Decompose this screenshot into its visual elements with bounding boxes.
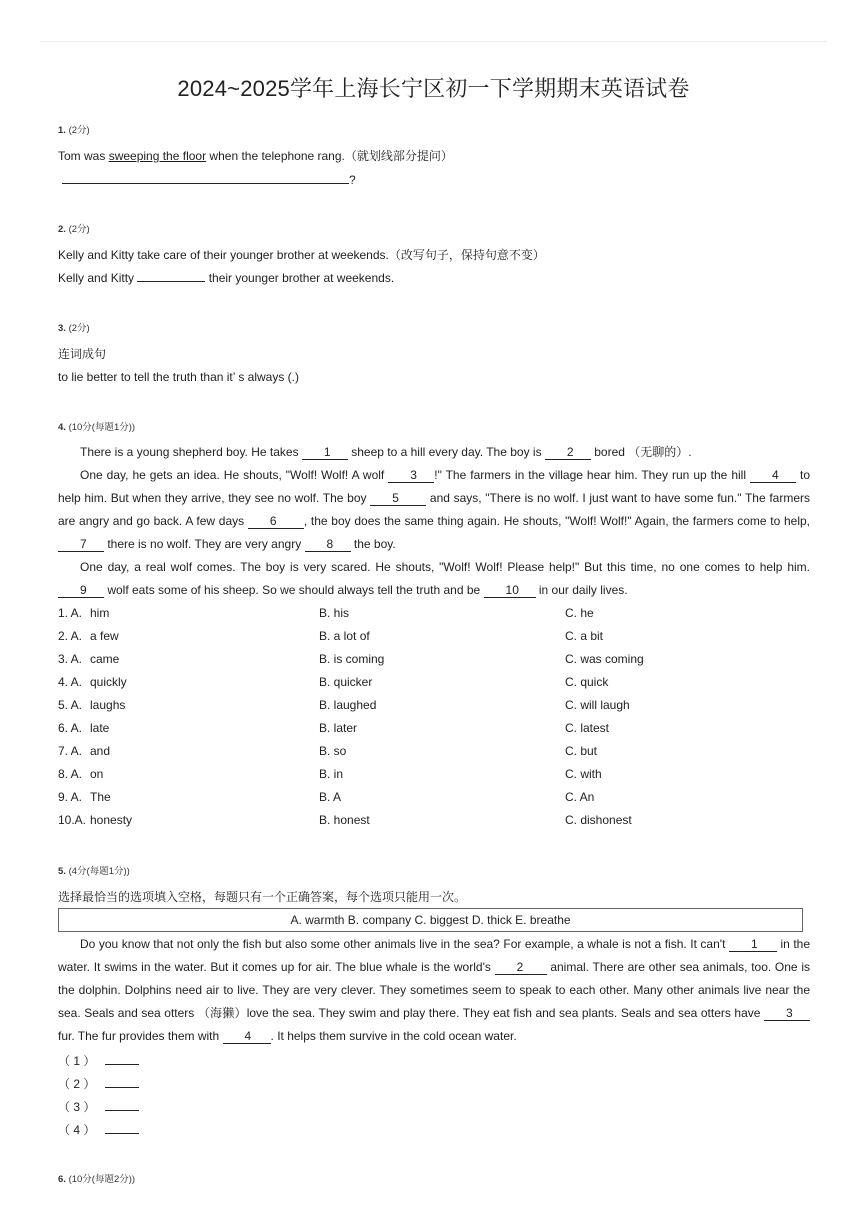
q4-blank-6[interactable]: 6 — [248, 514, 304, 529]
q4-option-number: 2. A. — [58, 629, 83, 643]
q2-line2-before: Kelly and Kitty — [58, 271, 138, 285]
q4-option-a[interactable]: him — [90, 606, 110, 620]
q2-line2 — [58, 270, 394, 286]
q5-blank-2[interactable]: 2 — [495, 960, 547, 975]
q6-number: 6. — [58, 1174, 66, 1185]
q5-answer-2[interactable] — [58, 1075, 139, 1092]
q4-option-c[interactable]: C. was coming — [565, 652, 644, 666]
q1-sentence — [58, 148, 453, 164]
q2-number: 2. — [58, 224, 66, 235]
q4-option-a[interactable]: laughs — [90, 698, 126, 712]
q1-question-mark: ? — [349, 173, 356, 187]
q4-option-c[interactable]: C. latest — [565, 721, 610, 735]
q4-blank-9[interactable]: 9 — [58, 583, 104, 598]
q1-score: (2分) — [68, 125, 90, 136]
q4-option-a[interactable]: and — [90, 744, 111, 758]
q4-option-b[interactable]: B. a lot of — [319, 629, 370, 643]
q5-score: (4分(每题1分)) — [68, 866, 130, 877]
q4-paragraph-1: There is a young shepherd boy. He takes 1 sheep to a hill every day. The boy is 2 bored （无聊的）. — [80, 445, 692, 459]
q2-line2-after: their younger brother at weekends. — [205, 271, 395, 285]
q4-option-row — [58, 602, 818, 625]
q4-option-row — [58, 740, 818, 763]
q4-blank-3[interactable]: 3 — [388, 468, 434, 483]
q5-instruction: 选择最恰当的选项填入空格，每题只有一个正确答案，每个选项只能用一次。 — [58, 890, 467, 904]
q4-option-a[interactable]: on — [90, 767, 104, 781]
q5-answer-1[interactable] — [58, 1052, 139, 1069]
q4-paragraph-2: One day, he gets an idea. He shouts, "Wolf! Wolf! A wolf 3 !" The farmers in the village hear him. They run up the hill 4 to help him. But when they arrive, they see no wolf. The boy 5 and says, "There is no wolf. I just want to have some fun." The farmers are angry and go back. A few days 6 , the boy does the same thing again. He shouts, "Wolf! Wolf!" Again, the farmers come to help, 7 there is no wolf. They are very angry 8 the boy. — [58, 468, 810, 551]
q3-words: to lie better to tell the truth than it’ s always (.) — [58, 370, 299, 384]
q4-option-b[interactable]: B. honest — [319, 813, 370, 827]
q1-number: 1. — [58, 125, 66, 136]
q4-option-c[interactable]: C. with — [565, 767, 602, 781]
q5-answer-4[interactable] — [58, 1121, 139, 1138]
q1-header — [58, 122, 90, 136]
q4-blank-8[interactable]: 8 — [305, 537, 351, 552]
q4-option-a[interactable]: late — [90, 721, 110, 735]
q4-option-a[interactable]: The — [90, 790, 111, 804]
q5-blank-4[interactable]: 4 — [223, 1029, 271, 1044]
q2-header — [58, 221, 90, 235]
q4-option-b[interactable]: B. later — [319, 721, 358, 735]
q4-paragraph-3: One day, a real wolf comes. The boy is very scared. He shouts, "Wolf! Wolf! Please help!" But this time, no one comes to help him. 9 wolf eats some of his sheep. So we should always tell the truth and be 10 in our daily lives. — [58, 556, 810, 602]
q4-passage — [58, 441, 810, 602]
q5-answer-label: （ 4 ） — [58, 1123, 96, 1137]
q3-number: 3. — [58, 323, 66, 334]
q4-option-row — [58, 786, 818, 809]
q4-option-row — [58, 809, 818, 832]
q4-option-c[interactable]: C. An — [565, 790, 595, 804]
q6-score: (10分(每题2分)) — [68, 1174, 136, 1185]
q1-underlined-phrase: sweeping the floor — [108, 149, 207, 163]
q4-number: 4. — [58, 422, 66, 433]
q4-option-a[interactable]: came — [90, 652, 120, 666]
q1-text-before: Tom was — [58, 149, 109, 163]
q4-option-b[interactable]: B. A — [319, 790, 342, 804]
q4-option-c[interactable]: C. a bit — [565, 629, 604, 643]
q5-answer-3[interactable] — [58, 1098, 139, 1115]
q4-option-number: 8. A. — [58, 767, 83, 781]
q3-header — [58, 320, 90, 334]
q4-option-number: 9. A. — [58, 790, 83, 804]
q4-blank-10[interactable]: 10 — [484, 583, 536, 598]
q5-blank-1[interactable]: 1 — [729, 937, 777, 952]
q4-option-b[interactable]: B. is coming — [319, 652, 385, 666]
q4-option-number: 10.A. — [58, 813, 87, 827]
q4-header — [58, 419, 135, 433]
q4-option-row — [58, 625, 818, 648]
q4-option-row — [58, 694, 818, 717]
q4-option-c[interactable]: C. will laugh — [565, 698, 630, 712]
q2-line1: Kelly and Kitty take care of their younger brother at weekends.（改写句子，保持句意不变） — [58, 248, 545, 262]
q4-option-b[interactable]: B. his — [319, 606, 350, 620]
q5-word-box: A. warmth B. company C. biggest D. thick E. breathe — [58, 908, 803, 932]
q5-blank-3[interactable]: 3 — [764, 1006, 810, 1021]
q4-option-c[interactable]: C. he — [565, 606, 594, 620]
q5-answer-label: （ 2 ） — [58, 1077, 96, 1091]
q5-answer-label: （ 3 ） — [58, 1100, 96, 1114]
q6-header — [58, 1171, 135, 1185]
q4-option-a[interactable]: honesty — [90, 813, 133, 827]
q4-option-row — [58, 648, 818, 671]
q4-option-b[interactable]: B. laughed — [319, 698, 377, 712]
q5-passage — [58, 933, 810, 1048]
q4-option-number: 4. A. — [58, 675, 83, 689]
q4-option-number: 5. A. — [58, 698, 83, 712]
q4-option-number: 6. A. — [58, 721, 83, 735]
q4-option-row — [58, 671, 818, 694]
q4-blank-1[interactable]: 1 — [302, 445, 348, 460]
q4-option-a[interactable]: a few — [90, 629, 119, 643]
q4-blank-5[interactable]: 5 — [370, 491, 426, 506]
q4-option-c[interactable]: C. but — [565, 744, 598, 758]
q5-number: 5. — [58, 866, 66, 877]
q4-option-b[interactable]: B. in — [319, 767, 344, 781]
q2-blank[interactable] — [137, 281, 205, 282]
q3-score: (2分) — [68, 323, 90, 334]
q4-option-number: 7. A. — [58, 744, 83, 758]
page-top-divider — [40, 41, 827, 42]
q4-option-c[interactable]: C. quick — [565, 675, 609, 689]
page-title: 2024~2025学年上海长宁区初一下学期期末英语试卷 — [177, 76, 690, 101]
q4-option-b[interactable]: B. quicker — [319, 675, 373, 689]
q4-score: (10分(每题1分)) — [68, 422, 136, 433]
q4-option-number: 3. A. — [58, 652, 83, 666]
q2-score: (2分) — [68, 224, 90, 235]
q4-option-a[interactable]: quickly — [90, 675, 127, 689]
q4-option-b[interactable]: B. so — [319, 744, 347, 758]
q4-option-number: 1. A. — [58, 606, 83, 620]
q4-blank-4[interactable]: 4 — [750, 468, 796, 483]
q3-instruction: 连词成句 — [58, 347, 107, 361]
q4-option-row — [58, 763, 818, 786]
q4-option-c[interactable]: C. dishonest — [565, 813, 632, 827]
q1-answer-line[interactable] — [62, 171, 356, 188]
q5-paragraph: Do you know that not only the fish but also some other animals live in the sea? For example, a whale is not a fish. It can't 1 in the water. It swims in the water. But it comes up for air. The blue whale is the world's 2 animal. There are other sea animals, too. One is the dolphin. Dolphins need air to live. They are very clever. They sometimes seem to speak to each other. Many other animals live near the sea. Seals and sea otters （海獭）love the sea. They swim and play there. They eat fish and sea plants. Seals and sea otters have 3 fur. The fur provides them with 4 . It helps them survive in the cold ocean water. — [58, 937, 810, 1043]
q4-blank-7[interactable]: 7 — [58, 537, 104, 552]
q4-option-row — [58, 717, 818, 740]
q5-header — [58, 863, 130, 877]
q4-blank-2[interactable]: 2 — [545, 445, 591, 460]
q1-text-after: when the telephone rang.（就划线部分提问） — [206, 149, 453, 163]
q5-answer-label: （ 1 ） — [58, 1054, 96, 1068]
